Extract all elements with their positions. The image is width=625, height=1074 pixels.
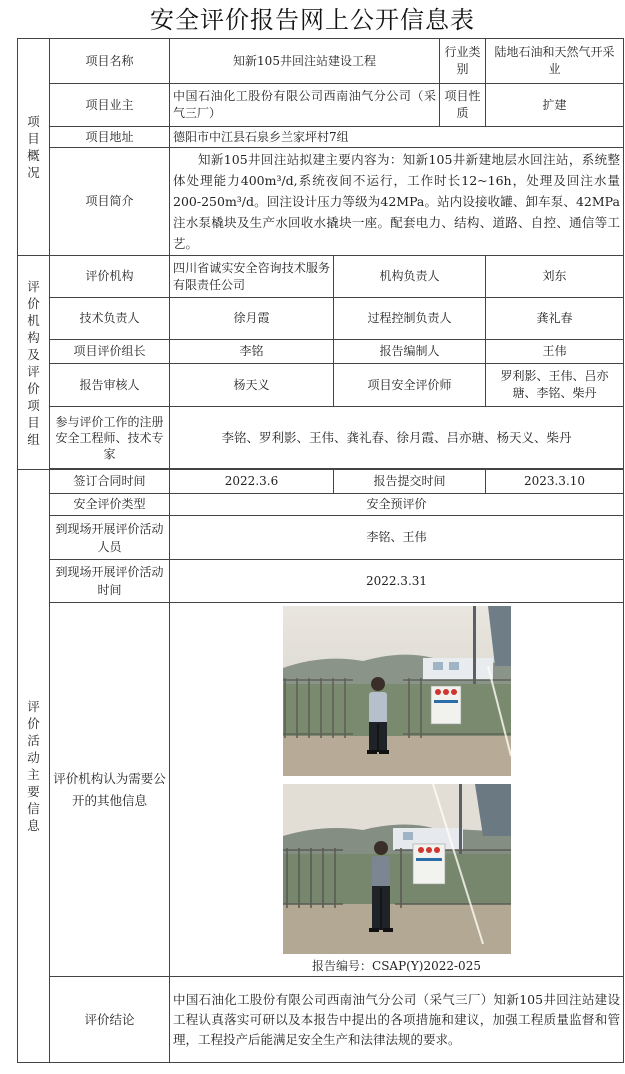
info-table	[17, 38, 624, 1063]
report-number: 报告编号：CSAP(Y)2022-025	[312, 959, 481, 973]
owner-value: 中国石油化工股份有限公司西南油气分公司（采气三厂）	[170, 84, 440, 127]
org-value: 四川省诚实安全咨询技术服务有限责任公司	[170, 256, 334, 298]
reviewer-label: 报告审核人	[50, 364, 170, 407]
contract-date-value: 2022.3.6	[170, 470, 334, 494]
address-value: 德阳市中江县石泉乡兰家坪村7组	[170, 127, 624, 148]
conclusion-value: 中国石油化工股份有限公司西南油气分公司（采气三厂）知新105井回注站建设工程认真落实可研以及本报告中提出的各项措施和建议，加强工程质量监督和管理，工程投产后能满足安全生产和法律法规的要求。	[170, 977, 624, 1063]
process-head-label: 过程控制负责人	[334, 298, 486, 340]
eval-type-label: 安全评价类型	[50, 494, 170, 516]
process-head-value: 龚礼春	[486, 298, 624, 340]
nature-label: 项目性质	[440, 84, 486, 127]
section-overview-label: 项目概况	[18, 39, 50, 256]
onsite-staff-label: 到现场开展评价活动人员	[50, 516, 170, 560]
site-photo-2	[283, 784, 511, 954]
safety-evaluators-value: 罗利影、王伟、吕亦瑭、李铭、柴丹	[486, 364, 624, 407]
industry-label: 行业类别	[440, 39, 486, 84]
contract-date-label: 签订合同时间	[50, 470, 170, 494]
safety-evaluators-label: 项目安全评价师	[334, 364, 486, 407]
report-author-label: 报告编制人	[334, 340, 486, 364]
submit-date-label: 报告提交时间	[334, 470, 486, 494]
reviewer-value: 杨天义	[170, 364, 334, 407]
section-activity-label: 评价活动主要信息	[18, 470, 50, 1063]
eval-type-value: 安全预评价	[170, 494, 624, 516]
address-label: 项目地址	[50, 127, 170, 148]
onsite-staff-value: 李铭、王伟	[170, 516, 624, 560]
org-label: 评价机构	[50, 256, 170, 298]
industry-value: 陆地石油和天然气开采业	[486, 39, 624, 84]
org-head-label: 机构负责人	[334, 256, 486, 298]
org-head-value: 刘东	[486, 256, 624, 298]
site-photo-1	[283, 606, 511, 776]
intro-label: 项目简介	[50, 148, 170, 256]
onsite-time-label: 到现场开展评价活动时间	[50, 560, 170, 603]
tech-head-value: 徐月霞	[170, 298, 334, 340]
intro-value: 知新105井回注站拟建主要内容为：知新105井新建地层水回注站，系统整体处理能力400m³/d,系统夜间不运行，工作时长12~16h，处理及回注水量200-250m³/d。回注设计压力等级为42MPa。站内设接收罐、卸车泵、42MPa注水泵橇块及生产水回收水撬块一座。配套电力、结构、道路、自控、通信等工艺。	[170, 148, 624, 256]
section-org-label: 评价机构及评价项目组	[18, 256, 50, 470]
conclusion-label: 评价结论	[50, 977, 170, 1063]
project-name-label: 项目名称	[50, 39, 170, 84]
participants-label: 参与评价工作的注册安全工程师、技术专家	[50, 407, 170, 469]
other-info-value	[170, 603, 624, 977]
tech-head-label: 技术负责人	[50, 298, 170, 340]
onsite-time-value: 2022.3.31	[170, 560, 624, 603]
owner-label: 项目业主	[50, 84, 170, 127]
report-author-value: 王伟	[486, 340, 624, 364]
participants-value: 李铭、罗利影、王伟、龚礼春、徐月霞、吕亦瑭、杨天义、柴丹	[170, 407, 624, 469]
other-info-label: 评价机构认为需要公开的其他信息	[50, 603, 170, 977]
team-leader-value: 李铭	[170, 340, 334, 364]
nature-value: 扩建	[486, 84, 624, 127]
submit-date-value: 2023.3.10	[486, 470, 624, 494]
page-title: 安全评价报告网上公开信息表	[150, 6, 475, 34]
project-name-value: 知新105井回注站建设工程	[170, 39, 440, 84]
team-leader-label: 项目评价组长	[50, 340, 170, 364]
